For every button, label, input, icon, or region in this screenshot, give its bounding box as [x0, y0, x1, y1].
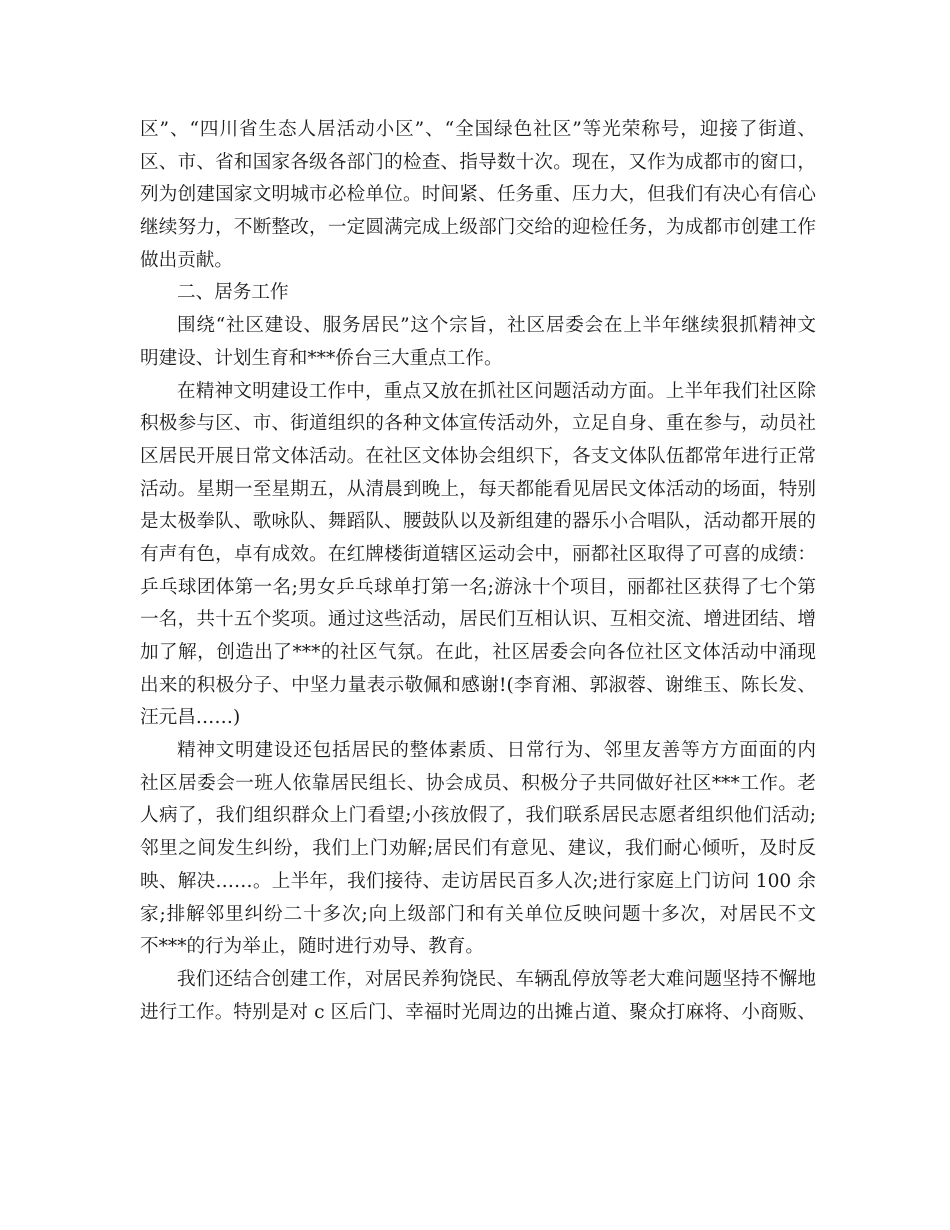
text-line: 家;排解邻里纠纷二十多次;向上级部门和有关单位反映问题十多次，对居民不文 [140, 903, 816, 925]
text-line: 围绕“社区建设、服务居民”这个宗旨，社区居委会在上半年继续狠抓精神文 [177, 315, 816, 337]
text-line: 汪元昌……) [140, 707, 241, 729]
text-line: 区居民开展日常文体活动。在社区文体协会组织下，各支文体队伍都常年进行正常 [140, 445, 816, 467]
text-line: 做出贡献。 [140, 249, 233, 271]
text-line: 列为创建国家文明城市必检单位。时间紧、任务重、压力大，但我们有决心有信心 [140, 184, 816, 206]
text-line: 社区居委会一班人依靠居民组长、协会成员、积极分子共同做好社区***工作。老 [140, 772, 816, 794]
text-line: 区、市、省和国家各级各部门的检查、指导数十次。现在，又作为成都市的窗口， [140, 151, 816, 173]
text-line: 有声有色，卓有成效。在红牌楼街道辖区运动会中，丽都社区取得了可喜的成绩： [140, 543, 816, 565]
text-line: 在精神文明建设工作中，重点又放在抓社区问题活动方面。上半年我们社区除 [177, 380, 816, 402]
section-heading: 二、居务工作 [177, 282, 289, 304]
text-line: 明建设、计划生育和***侨台三大重点工作。 [140, 347, 503, 369]
text-line: 乒乓球团体第一名;男女乒乓球单打第一名;游泳十个项目，丽都社区获得了七个第 [140, 576, 816, 598]
text-line: 一名，共十五个奖项。通过这些活动，居民们互相认识、互相交流、增进团结、增 [140, 609, 816, 631]
text-line: 加了解，创造出了***的社区气氛。在此，社区居委会向各位社区文体活动中涌现 [140, 642, 816, 663]
text-line: 继续努力，不断整改，一定圆满完成上级部门交给的迎检任务，为成都市创建工作 [140, 217, 816, 239]
text-line: 进行工作。特别是对 c 区后门、幸福时光周边的出摊占道、聚众打麻将、小商贩、 [140, 1001, 816, 1023]
text-line: 活动。星期一至星期五，从清晨到晚上，每天都能看见居民文体活动的场面，特别 [140, 478, 816, 500]
text-line: 邻里之间发生纠纷，我们上门劝解;居民们有意见、建议，我们耐心倾听，及时反 [140, 838, 816, 860]
text-line: 映、解决……。上半年，我们接待、走访居民百多人次;进行家庭上门访问 100 余 [140, 870, 816, 892]
text-line: 是太极拳队、歌咏队、舞蹈队、腰鼓队以及新组建的器乐小合唱队，活动都开展的 [140, 511, 816, 533]
text-line: 出来的积极分子、中坚力量表示敬佩和感谢!(李育湘、郭淑蓉、谢维玉、陈长发、 [140, 674, 816, 696]
text-line: 精神文明建设还包括居民的整体素质、日常行为、邻里友善等方方面面的内 [177, 740, 816, 762]
text-line: 区”、“四川省生态人居活动小区”、“全国绿色社区”等光荣称号，迎接了街道、 [140, 119, 816, 140]
text-line: 人病了，我们组织群众上门看望;小孩放假了，我们联系居民志愿者组织他们活动; [140, 805, 816, 827]
text-line: 不***的行为举止，随时进行劝导、教育。 [140, 936, 484, 958]
document-body [140, 114, 816, 1029]
text-line: 积极参与区、市、街道组织的各种文体宣传活动外，立足自身、重在参与，动员社 [140, 413, 816, 435]
text-line: 我们还结合创建工作，对居民养狗饶民、车辆乱停放等老大难问题坚持不懈地 [177, 968, 816, 990]
